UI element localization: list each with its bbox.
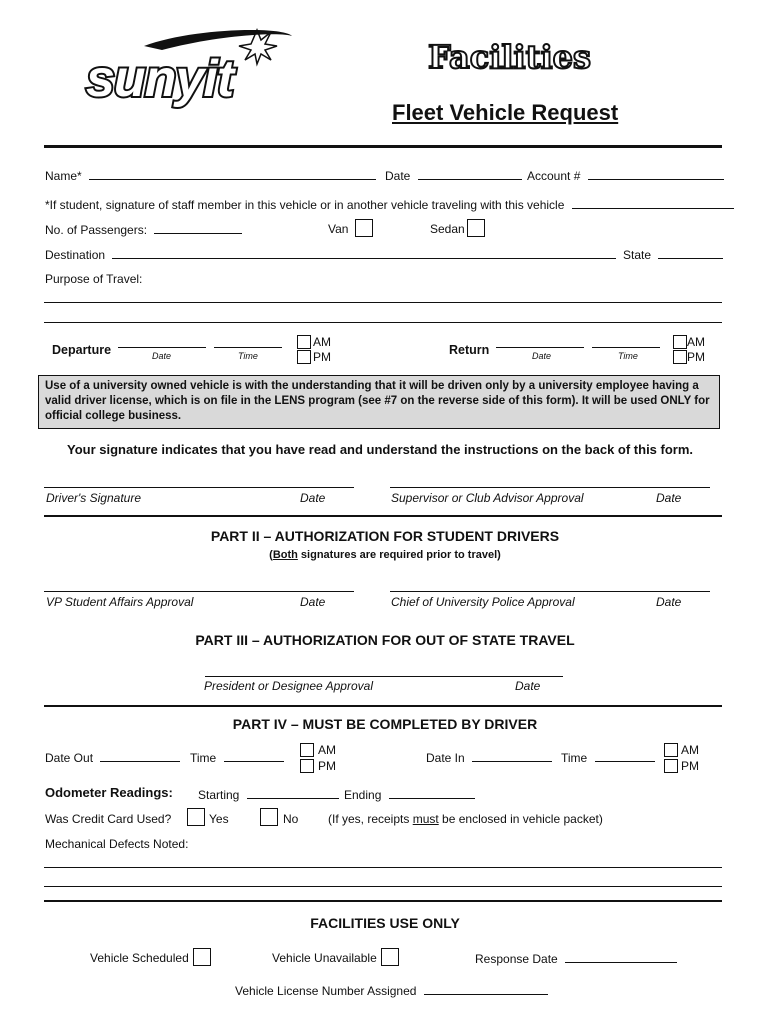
name-field[interactable] [89,168,376,180]
odometer-label: Odometer Readings: [45,785,173,800]
receipts-pre: (If yes, receipts [328,812,413,826]
dept-title: Facilities [428,38,591,76]
chief-signature-field[interactable] [390,591,710,592]
notice-box [38,375,720,429]
part2-subtitle [0,549,770,561]
out-pm-checkbox[interactable] [300,759,314,773]
chief-label: Chief of University Police Approval [391,595,575,609]
sunyit-logo [82,24,297,114]
credit-no-label: No [283,812,299,826]
vp-date-label: Date [300,595,326,609]
date-label: Date [385,169,411,183]
purpose-line-2[interactable] [44,322,722,323]
purpose-line-1[interactable] [44,302,722,303]
defects-line-2[interactable] [44,886,722,887]
departure-pm-checkbox[interactable] [297,350,311,364]
departure-time-field[interactable] [214,347,282,348]
date-in-label: Date In [426,751,465,765]
license-field[interactable] [424,983,548,995]
departure-date-sub: Date [152,351,172,361]
defects-line-1[interactable] [44,867,722,868]
purpose-label: Purpose of Travel: [45,272,143,286]
starting-field[interactable] [247,787,339,799]
president-date-label: Date [515,679,541,693]
out-pm-label: PM [318,759,336,773]
state-field[interactable] [658,247,723,259]
part4-rule [44,705,722,707]
header-rule [44,145,722,148]
departure-time-sub: Time [238,351,258,361]
vehicle-scheduled-label: Vehicle Scheduled [90,951,189,965]
in-pm-label: PM [681,759,699,773]
date-in-field[interactable] [472,750,552,762]
defects-label: Mechanical Defects Noted: [45,837,189,851]
supervisor-date-label: Date [656,491,682,505]
return-label: Return [449,343,490,357]
passengers-label: No. of Passengers: [45,223,148,237]
drivers-signature-field[interactable] [44,487,354,488]
van-label: Van [328,222,349,236]
time-out-label: Time [190,751,217,765]
van-checkbox[interactable] [355,219,373,237]
state-label: State [623,248,652,262]
return-time-field[interactable] [592,347,660,348]
departure-date-field[interactable] [118,347,206,348]
return-pm-checkbox[interactable] [673,350,687,364]
return-date-sub: Date [532,351,552,361]
receipts-must: must [412,812,439,826]
return-pm-label: PM [687,350,705,364]
license-label: Vehicle License Number Assigned [235,984,417,998]
part2-title: PART II – AUTHORIZATION FOR STUDENT DRIVERS [210,528,560,544]
starting-label: Starting [198,788,240,802]
president-signature-field[interactable] [205,676,563,677]
drivers-signature-label: Driver's Signature [46,491,141,505]
departure-am-checkbox[interactable] [297,335,311,349]
return-time-sub: Time [618,351,638,361]
sedan-checkbox[interactable] [467,219,485,237]
drivers-date-label: Date [300,491,326,505]
vp-signature-field[interactable] [44,591,354,592]
facilities-title: FACILITIES USE ONLY [310,915,460,931]
credit-card-label: Was Credit Card Used? [45,812,172,826]
vehicle-unavailable-label: Vehicle Unavailable [272,951,377,965]
in-am-checkbox[interactable] [664,743,678,757]
facilities-rule [44,900,722,902]
passengers-field[interactable] [154,222,242,234]
departure-label: Departure [52,343,112,357]
credit-yes-label: Yes [209,812,229,826]
part3-title: PART III – AUTHORIZATION FOR OUT OF STATE TRAVEL [195,632,575,648]
in-am-label: AM [681,743,699,757]
date-out-label: Date Out [45,751,94,765]
part2-sub-rest: signatures are required prior to travel) [297,549,501,561]
date-field[interactable] [418,168,522,180]
destination-field[interactable] [112,247,616,259]
credit-no-checkbox[interactable] [260,808,278,826]
chief-date-label: Date [656,595,682,609]
ending-field[interactable] [389,787,475,799]
supervisor-label: Supervisor or Club Advisor Approval [391,491,584,505]
departure-am-label: AM [313,335,331,349]
president-label: President or Designee Approval [204,679,373,693]
part2-rule [44,515,722,517]
receipts-note [328,812,603,826]
date-out-field[interactable] [100,750,180,762]
vehicle-unavailable-checkbox[interactable] [381,948,399,966]
return-am-checkbox[interactable] [673,335,687,349]
time-out-field[interactable] [224,750,284,762]
vehicle-scheduled-checkbox[interactable] [193,948,211,966]
sedan-label: Sedan [430,222,465,236]
form-title: Fleet Vehicle Request [392,100,619,125]
return-date-field[interactable] [496,347,584,348]
ending-label: Ending [344,788,382,802]
destination-label: Destination [45,248,106,262]
response-date-field[interactable] [565,951,677,963]
in-pm-checkbox[interactable] [664,759,678,773]
time-in-label: Time [561,751,588,765]
signature-note: Your signature indicates that you have read and understand the instructions on the back of this form. [67,442,694,457]
return-am-label: AM [687,335,705,349]
out-am-label: AM [318,743,336,757]
account-label: Account # [527,169,581,183]
part4-title: PART IV – MUST BE COMPLETED BY DRIVER [232,716,538,732]
time-in-field[interactable] [595,750,655,762]
response-date-label: Response Date [475,952,558,966]
part2-sub-both: Both [272,549,298,561]
receipts-post: be enclosed in vehicle packet) [438,812,603,826]
departure-pm-label: PM [313,350,331,364]
credit-yes-checkbox[interactable] [187,808,205,826]
staff-signature-field[interactable] [572,197,734,209]
out-am-checkbox[interactable] [300,743,314,757]
vp-label: VP Student Affairs Approval [46,595,194,609]
logo-text: sunyit [86,50,234,108]
notice-text: Use of a university owned vehicle is with the understanding that it will be driven only by a university employee having a valid driver license, which is on file in the LENS program (see #7 on the reverse side of this form). It will be used ONLY for official college business. [45,380,710,422]
part2-sub-open: ( [269,549,273,561]
supervisor-signature-field[interactable] [390,487,710,488]
account-field[interactable] [588,168,724,180]
student-note: *If student, signature of staff member in this vehicle or in another vehicle traveling with this vehicle [45,198,565,212]
name-label: Name* [45,169,82,183]
